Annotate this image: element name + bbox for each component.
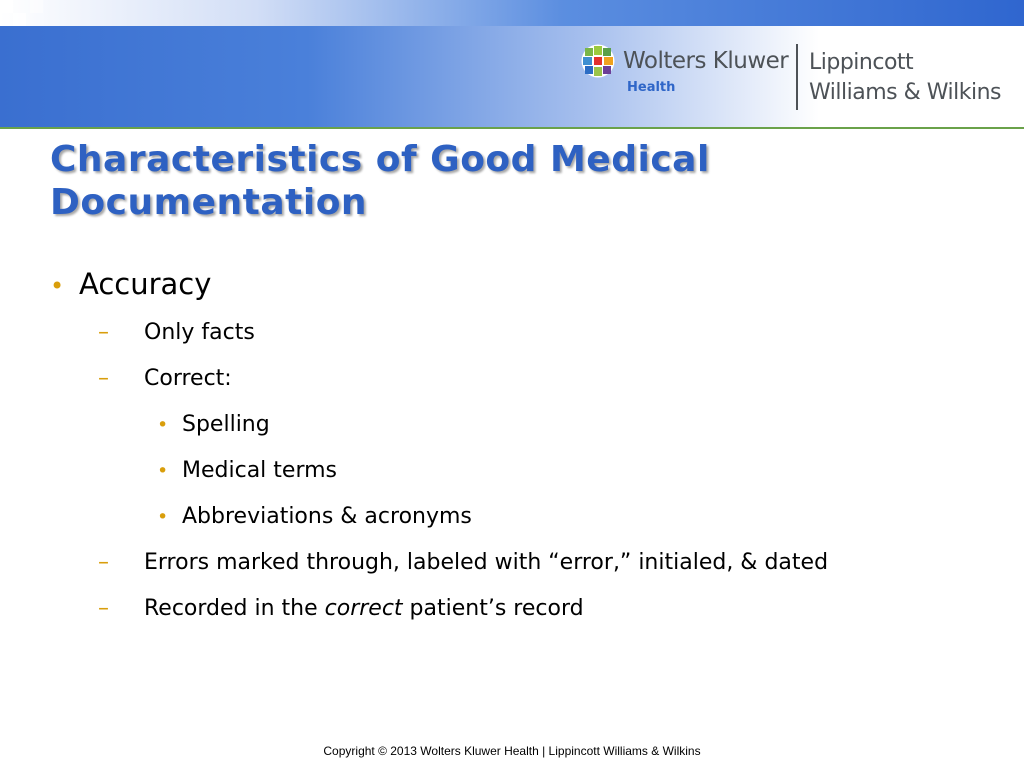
slide-title: Characteristics of Good Medical Documentation [50,139,710,223]
bullet-level2 [98,320,255,346]
bullet-dot-icon: • [50,272,65,300]
lippincott-wordmark: Lippincott [809,50,914,75]
copyright-footer: Copyright © 2013 Wolters Kluwer Health | Lippincott Williams & Wilkins [323,744,701,758]
bullet-level2 [98,550,828,576]
bullet-text: Medical terms [182,458,337,483]
bullet-level2 [98,596,584,622]
bullet-dash-icon: – [98,596,109,621]
bullet-text: Spelling [182,412,270,437]
bullet-level3 [157,504,472,530]
bullet-level3 [157,412,270,438]
bullet-text: Only facts [144,320,255,345]
bullet-level3 [157,458,337,484]
bullet-text: Errors marked through, labeled with “error,” initialed, & dated [144,550,829,575]
williams-wilkins-wordmark: Williams & Wilkins [809,80,1001,105]
bullet-dash-icon: – [98,320,109,345]
bullet-level1 [50,267,211,303]
bullet-text: Accuracy [79,267,212,301]
bullet-text-emphasis: correct [324,596,403,621]
bullet-text: Abbreviations & acronyms [182,504,472,529]
bullet-dash-icon: – [98,366,109,391]
bullet-dot-icon: • [157,506,169,528]
bullet-text-after: patient’s record [402,596,584,621]
bullet-text-before: Recorded in the [144,596,325,621]
bullet-text: Correct: [144,366,232,391]
bullet-dot-icon: • [157,460,169,482]
bullet-level2 [98,366,232,392]
bullet-dash-icon: – [98,550,109,575]
health-wordmark: Health [627,80,676,95]
bullet-dot-icon: • [157,414,169,436]
wolters-kluwer-wordmark: Wolters Kluwer [623,48,789,74]
